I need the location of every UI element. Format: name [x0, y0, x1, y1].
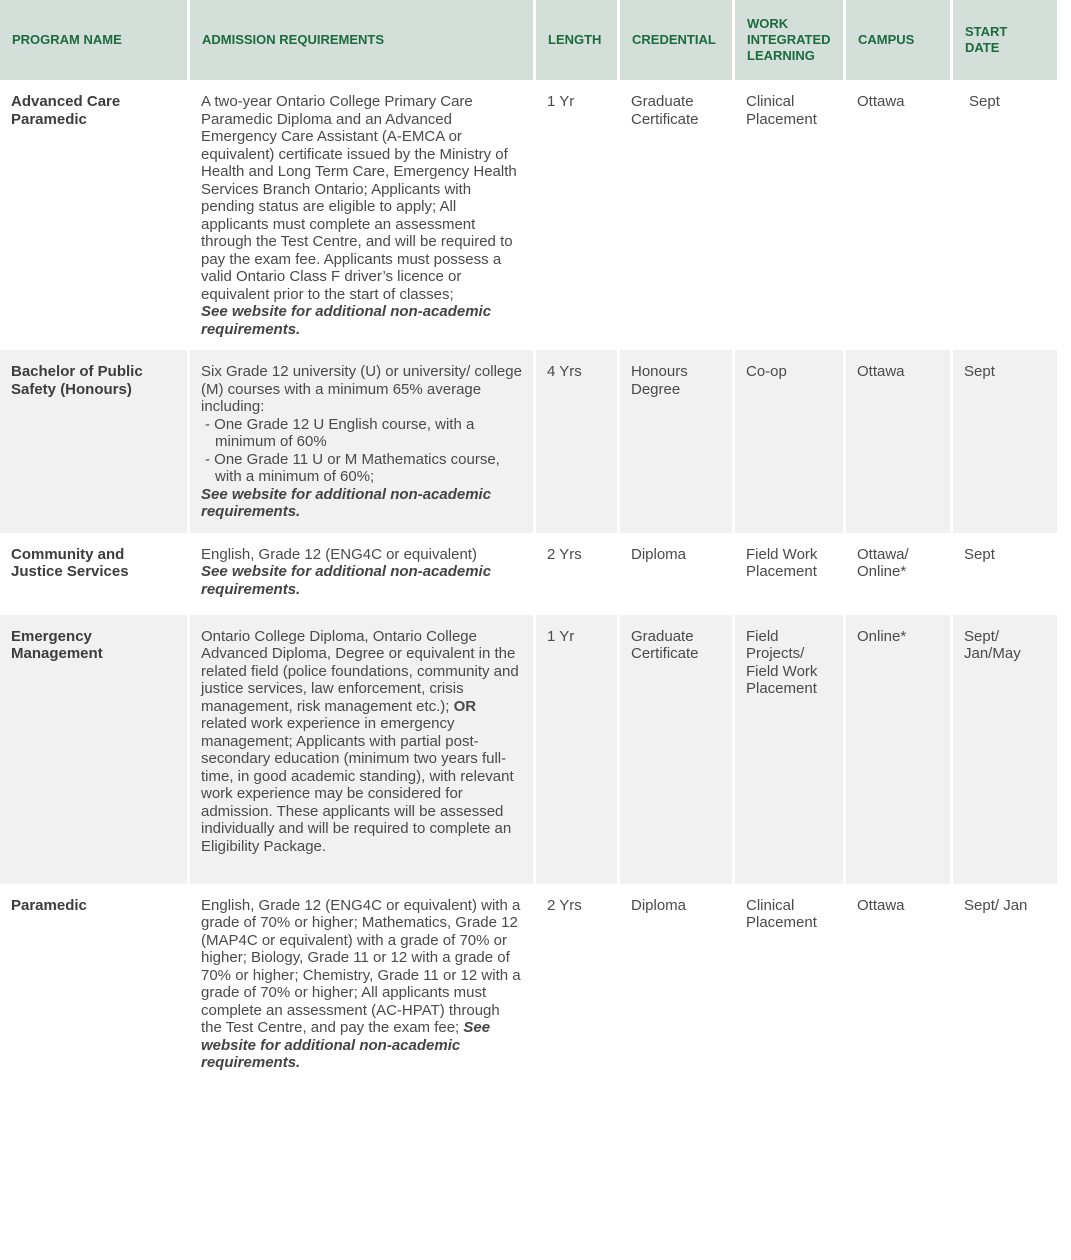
- header-start-date: START DATE: [953, 0, 1057, 80]
- header-program-name: PROGRAM NAME: [0, 0, 190, 80]
- program-name: Emergency Management: [0, 615, 190, 884]
- work-integrated-learning: Field Projects/ Field Work Placement: [735, 615, 846, 884]
- or-keyword: OR: [453, 697, 477, 715]
- admission-text: A two-year Ontario College Primary Care Paramedic Diploma and an Advanced Emergency Care Assistant (A-EMCA or equivalent) certificate issued by the Ministry of Health and Long Term Care, Emergency Health Services Branch Ontario; Applicants with pending status are eligible to apply; All applicants must complete an assessment through the Test Centre, and will be required to pay the exam fee. Applicants must possess a valid Ontario Class F driver’s licence or equivalent prior to the start of classes;: [201, 93, 517, 303]
- credential: Diploma: [620, 533, 735, 615]
- header-row: [0, 0, 1057, 80]
- credential: Graduate Certificate: [620, 80, 735, 350]
- program-name: Advanced Care Paramedic: [0, 80, 190, 350]
- admission-text: related work experience in emergency management; Applicants with partial post-secondary education (minimum two years full-time, in good academic standing), with relevant work experience may be considered for admission. These applicants will be assessed individually and will be required to complete an Eligibility Package.: [201, 715, 514, 855]
- non-academic-note: See website for additional non-academic requirements.: [201, 303, 492, 338]
- campus: Ottawa/ Online*: [846, 533, 953, 615]
- campus: Ottawa: [846, 80, 953, 350]
- program-name: Bachelor of Public Safety (Honours): [0, 350, 190, 533]
- header-campus: CAMPUS: [846, 0, 953, 80]
- work-integrated-learning: Field Work Placement: [735, 533, 846, 615]
- length: 2 Yrs: [536, 533, 620, 615]
- credential: Honours Degree: [620, 350, 735, 533]
- table-row: [0, 615, 1057, 884]
- table-row: [0, 533, 1057, 615]
- table-row: [0, 350, 1057, 533]
- non-academic-note: See website for additional non-academic requirements.: [201, 1019, 491, 1071]
- admission-text: Six Grade 12 university (U) or university/ college (M) courses with a minimum 65% average including:: [201, 363, 522, 415]
- work-integrated-learning: Co-op: [735, 350, 846, 533]
- requirement-bullet: - One Grade 12 U English course, with a minimum of 60%: [205, 415, 475, 450]
- admission-requirements: [190, 615, 536, 884]
- credential: Graduate Certificate: [620, 615, 735, 884]
- work-integrated-learning: Clinical Placement: [735, 884, 846, 1084]
- admission-text: English, Grade 12 (ENG4C or equivalent) with a grade of 70% or higher; Mathematics, Grade 12 (MAP4C or equivalent) with a grade of 70% or higher; Biology, Grade 11 or 12 with a grade of 70% or higher; Chemistry, Grade 11 or 12 with a grade of 70% or higher; All applicants must complete an assessment (AC-HPAT) through the Test Centre, and pay the exam fee;: [201, 896, 521, 1036]
- admission-requirements: [190, 533, 536, 615]
- admission-requirements: [190, 884, 536, 1084]
- start-date: Sept: [953, 350, 1057, 533]
- length: 1 Yr: [536, 615, 620, 884]
- header-length: LENGTH: [536, 0, 620, 80]
- non-academic-note: See website for additional non-academic requirements.: [201, 485, 492, 520]
- table-row: [0, 80, 1057, 350]
- table-row: [0, 884, 1057, 1084]
- length: 1 Yr: [536, 80, 620, 350]
- header-work-integrated-learning: WORK INTEGRATED LEARNING: [735, 0, 846, 80]
- campus: Online*: [846, 615, 953, 884]
- requirement-bullet: - One Grade 11 U or M Mathematics course, with a minimum of 60%;: [205, 450, 500, 485]
- program-name: Paramedic: [0, 884, 190, 1084]
- start-date: Sept: [953, 533, 1057, 615]
- length: 4 Yrs: [536, 350, 620, 533]
- non-academic-note: See website for additional non-academic requirements.: [201, 563, 492, 598]
- admission-requirements: [190, 350, 536, 533]
- start-date: Sept: [953, 80, 1057, 350]
- program-name: Community and Justice Services: [0, 533, 190, 615]
- admission-requirements: [190, 80, 536, 350]
- admission-text: Ontario College Diploma, Ontario College Advanced Diploma, Degree or equivalent in the related field (police foundations, community and justice services, law enforcement, crisis management, risk management etc.);: [201, 627, 519, 715]
- start-date: Sept/ Jan: [953, 884, 1057, 1084]
- campus: Ottawa: [846, 350, 953, 533]
- admission-text: English, Grade 12 (ENG4C or equivalent): [201, 545, 477, 563]
- credential: Diploma: [620, 884, 735, 1084]
- header-admission-requirements: ADMISSION REQUIREMENTS: [190, 0, 536, 80]
- work-integrated-learning: Clinical Placement: [735, 80, 846, 350]
- length: 2 Yrs: [536, 884, 620, 1084]
- start-date: Sept/ Jan/May: [953, 615, 1057, 884]
- campus: Ottawa: [846, 884, 953, 1084]
- header-credential: CREDENTIAL: [620, 0, 735, 80]
